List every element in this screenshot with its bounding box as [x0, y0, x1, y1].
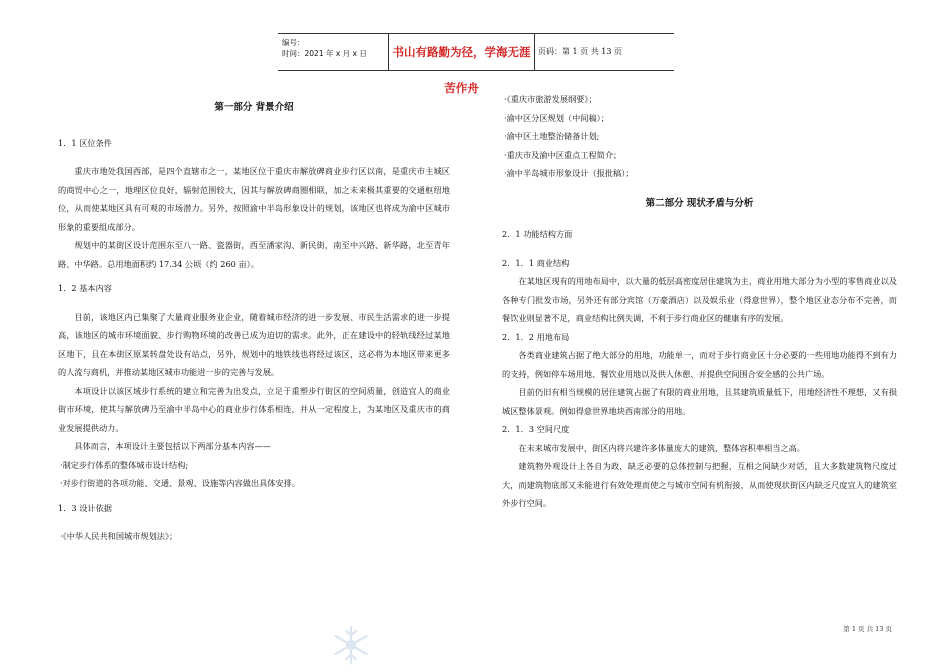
section-1-2-title: 1．2 基本内容: [58, 283, 112, 293]
section-1-2-para-3: 具体而言，本项设计主要包括以下两部分基本内容——: [74, 441, 271, 451]
number-label: 编号：: [282, 38, 305, 47]
list-item: ·《重庆市旅游发展纲要》；: [504, 94, 597, 104]
section-2-1-2-para-1: 各类商业建筑占据了绝大部分的用地，功能单一，而对于步行商业区十分必要的一些用地功能得不到有力的支持，例如停车场用地、餐饮业用地以及供人休憩、并提供空间围合安全感的公共广场。: [502, 350, 897, 379]
section-2-1-2-title: 2．1．2 用地布局: [502, 331, 570, 342]
page-number: 第 1 页 共 13 页: [843, 625, 892, 633]
section-2-1-1-title: 2．1．1 商业结构: [502, 257, 570, 268]
left-column: [58, 95, 450, 546]
section-2-1-3-para-2: 建筑物外观设计上各自为政，缺乏必要的总体控制与把握，互相之间缺少对话，且大多数建筑物尺度过大，而建筑物底部又未能进行有效处理而使之与城市空间有机衔接，从而使现状街区内缺乏尺度宜人的建筑室外步行空间。: [502, 461, 897, 508]
part-one-title: 第一部分 背景介绍: [214, 102, 294, 113]
page-header: [278, 33, 674, 95]
section-2-1-3-para-1: 在未来城市发展中，街区内将兴建许多体量庞大的建筑，整体容积率相当之高。: [518, 442, 805, 453]
section-2-1-2-para-2: 目前仍旧有相当规模的居住建筑占据了有限的商业用地，且其建筑质量低下，用地经济性不理想，又有损城区整体景观。例如得意世界地块西南部分的用地。: [502, 387, 897, 416]
header-meta: [282, 37, 367, 59]
header-motto: 书山有路勤为径，学海无涯苦作舟: [388, 34, 535, 70]
header-page-info: 页码：第 1 页 共 13 页: [538, 47, 622, 56]
section-1-1-para-2: 规划中的某街区设计范围东至八一路、瓷器街，西至潘家沟、新民街，南至中兴路、新华路，北至青年路、中华路。总用地面积约 17.34 公顷（约 260 亩）。: [58, 240, 450, 269]
list-item: ·渝中区土地整治储备计划;: [504, 131, 600, 141]
list-item: ·制定步行体系的整体城市设计结构;: [60, 459, 189, 470]
section-1-2-para-2: 本项设计以该区域步行系统的建立和完善为出发点，立足于重塑步行街区的空间质量，创造宜人的商业街市环境，使其与解放碑乃至渝中半岛中心的商业步行体系相连，并从一定程度上，为某地区及重庆市的商业发展提供动力。: [58, 385, 450, 433]
time-label: 时间：2021 年 x 月 x 日: [282, 49, 367, 58]
section-2-1-title: 2．1 功能结构方面: [502, 229, 573, 239]
section-2-1-1-para-1: 在某地区现有的用地布局中，以大量的低层高密度居住建筑为主，商业用地大部分为小型的零售商业以及各种专门批发市场，另外还有部分宾馆（万豪酒店）以及娱乐业（得意世界），整个地区业态分布不完善，而餐饮业则显著不足，商业结构比例失调，不利于步行商业区的健康有序的发展。: [502, 276, 897, 323]
snowflake-watermark-icon: [330, 624, 372, 666]
right-column: [502, 90, 897, 513]
list-item: ·《中华人民共和国城市规划法》；: [60, 531, 178, 541]
list-item: ·对步行街道的各项功能、交通、景观、设施等内容做出具体安排。: [60, 478, 301, 488]
section-1-1-title: 1．1 区位条件: [58, 137, 112, 148]
section-1-1-para-1: 重庆市地处我国西部，是四个直辖市之一，某地区位于重庆市解放碑商业步行区以南，是重庆市主城区的商贸中心之一，地理区位良好，辐射范围较大，因其与解放碑商圈相联，加之未来极其重要的交通枢纽地位，从而使某地区具有可观的市场潜力。另外，按照渝中半岛形象设计的规划，该地区也将成为渝中区城市形象的重要组成部分。: [58, 166, 450, 232]
part-two-title: 第二部分 现状矛盾与分析: [645, 197, 754, 209]
list-item: ·重庆市及渝中区重点工程简介；: [504, 149, 622, 160]
section-1-3-title: 1．3 设计依据: [58, 502, 112, 513]
list-item: ·渝中区分区规划（中间稿）；: [504, 112, 609, 123]
section-2-1-3-title: 2．1．3 空间尺度: [502, 424, 570, 434]
section-1-2-para-1: 目前，该地区内已集聚了大量商业服务业企业，随着城市经济的进一步发展、市民生活需求的进一步提高，该地区的城市环境面貌、步行购物环境的改善已成为迫切的需求。此外，正在建设中的轻轨线经过某地区地下，且在本街区原某转盘处设有站点，另外，规划中的地铁线也将经过该区，这必将为本地区带来更多的人流与商机，并推动某地区城市功能进一步的完善与发展。: [58, 311, 450, 377]
list-item: ·渝中半岛城市形象设计（报批稿）；: [504, 168, 634, 178]
